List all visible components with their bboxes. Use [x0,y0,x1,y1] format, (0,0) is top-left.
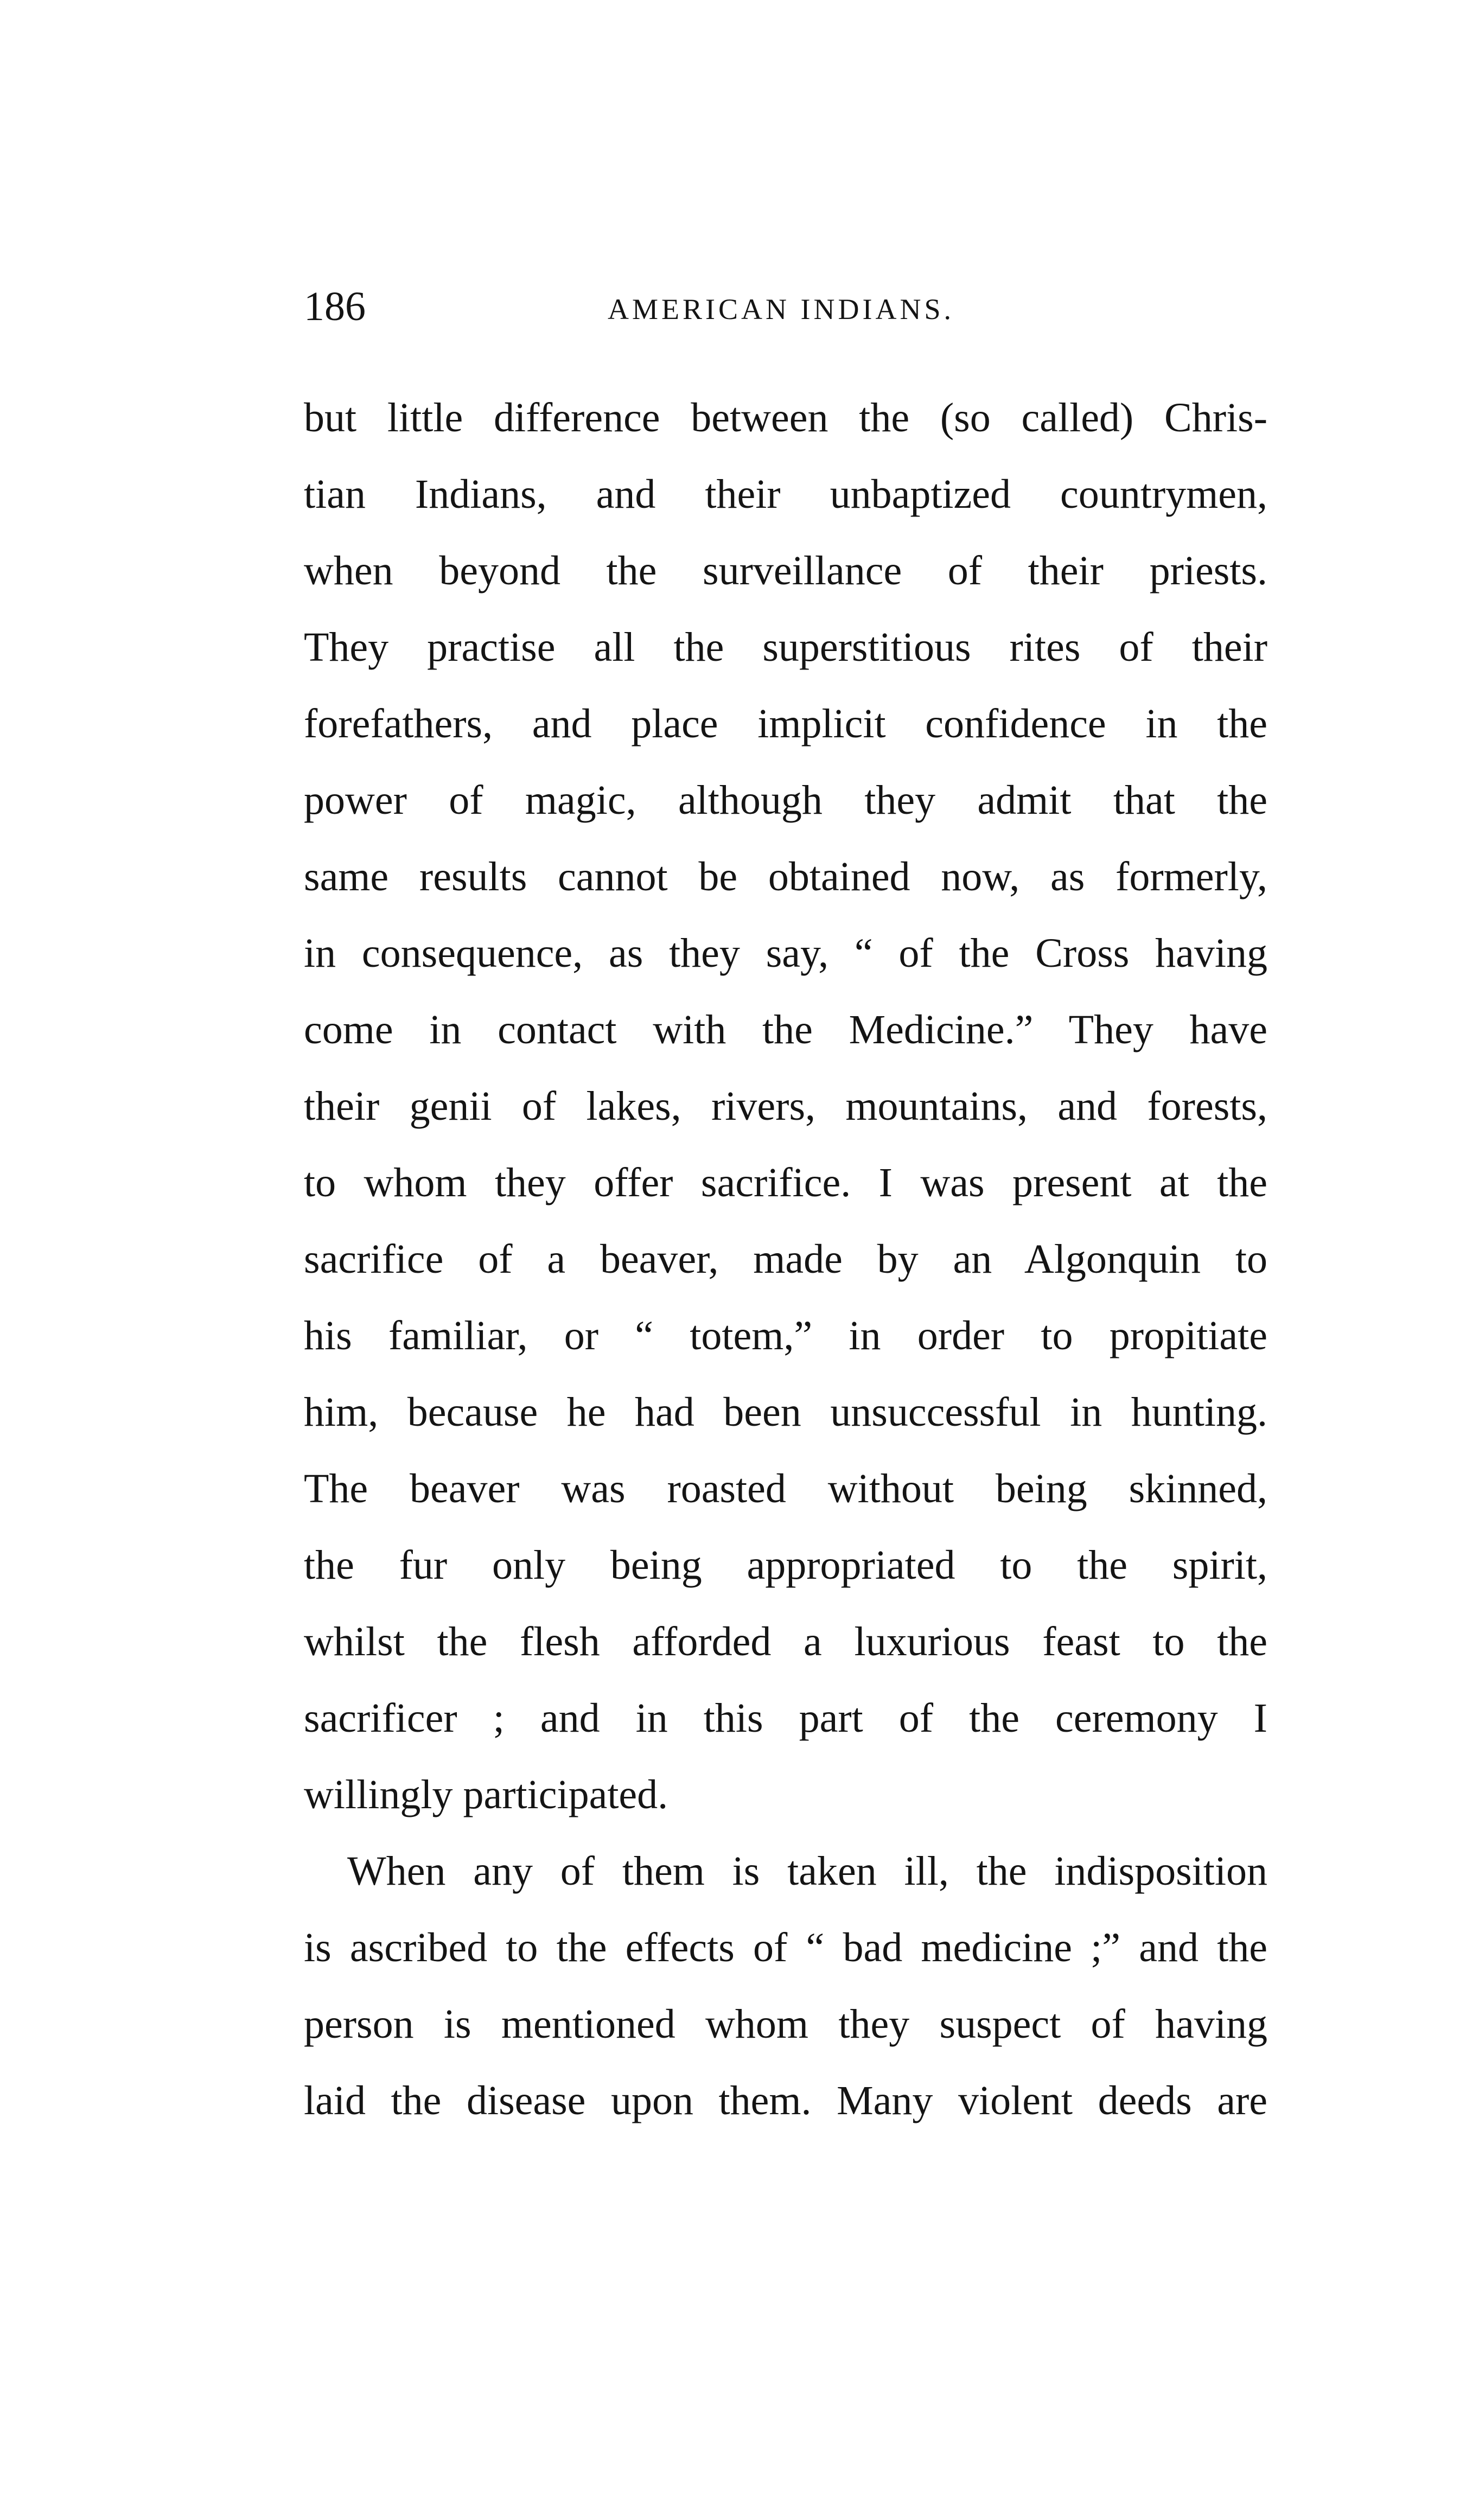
text-line: sacrificer ; and in this part of the ceremony I [304,1695,1267,1741]
text-line: same results cannot be obtained now, as formerly, [304,854,1267,899]
text-line: tian Indians, and their unbaptized countrymen, [304,471,1267,517]
text-line: the fur only being appropriated to the spirit, [304,1542,1267,1588]
text-line: when beyond the surveillance of their priests. [304,548,1267,594]
text-line: power of magic, although they admit that the [304,777,1267,823]
text-line: their genii of lakes, rivers, mountains, and forests, [304,1083,1267,1129]
running-title: AMERICAN INDIANS. [608,293,954,326]
text-line: but little difference between the (so called) Chris- [304,395,1267,441]
text-line: The beaver was roasted without being skinned, [304,1466,1267,1511]
text-line: When any of them is taken ill, the indisposition [347,1848,1267,1894]
page-number: 186 [304,284,366,329]
text-line: whilst the flesh afforded a luxurious feast to the [304,1619,1267,1664]
text-line: forefathers, and place implicit confidence in the [304,701,1267,747]
text-line: to whom they offer sacrifice. I was present at the [304,1160,1267,1205]
text-line: his familiar, or “ totem,” in order to propitiate [304,1313,1267,1358]
paragraph-2 [304,1833,1267,2139]
running-head [304,277,1280,336]
text-line: him, because he had been unsuccessful in hunting. [304,1389,1267,1435]
paragraph-1 [304,380,1267,1833]
text-line: laid the disease upon them. Many violent deeds are [304,2078,1267,2123]
body-text [304,380,1267,2139]
text-line: willingly participated. [304,1772,668,1817]
text-line: They practise all the superstitious rites of their [304,624,1267,670]
text-line: in consequence, as they say, “ of the Cross having [304,930,1267,976]
text-line: is ascribed to the effects of “ bad medicine ;” and the [304,1925,1267,1970]
text-line: person is mentioned whom they suspect of having [304,2001,1267,2047]
text-line: sacrifice of a beaver, made by an Algonquin to [304,1236,1267,1282]
text-line: come in contact with the Medicine.” They have [304,1007,1267,1052]
